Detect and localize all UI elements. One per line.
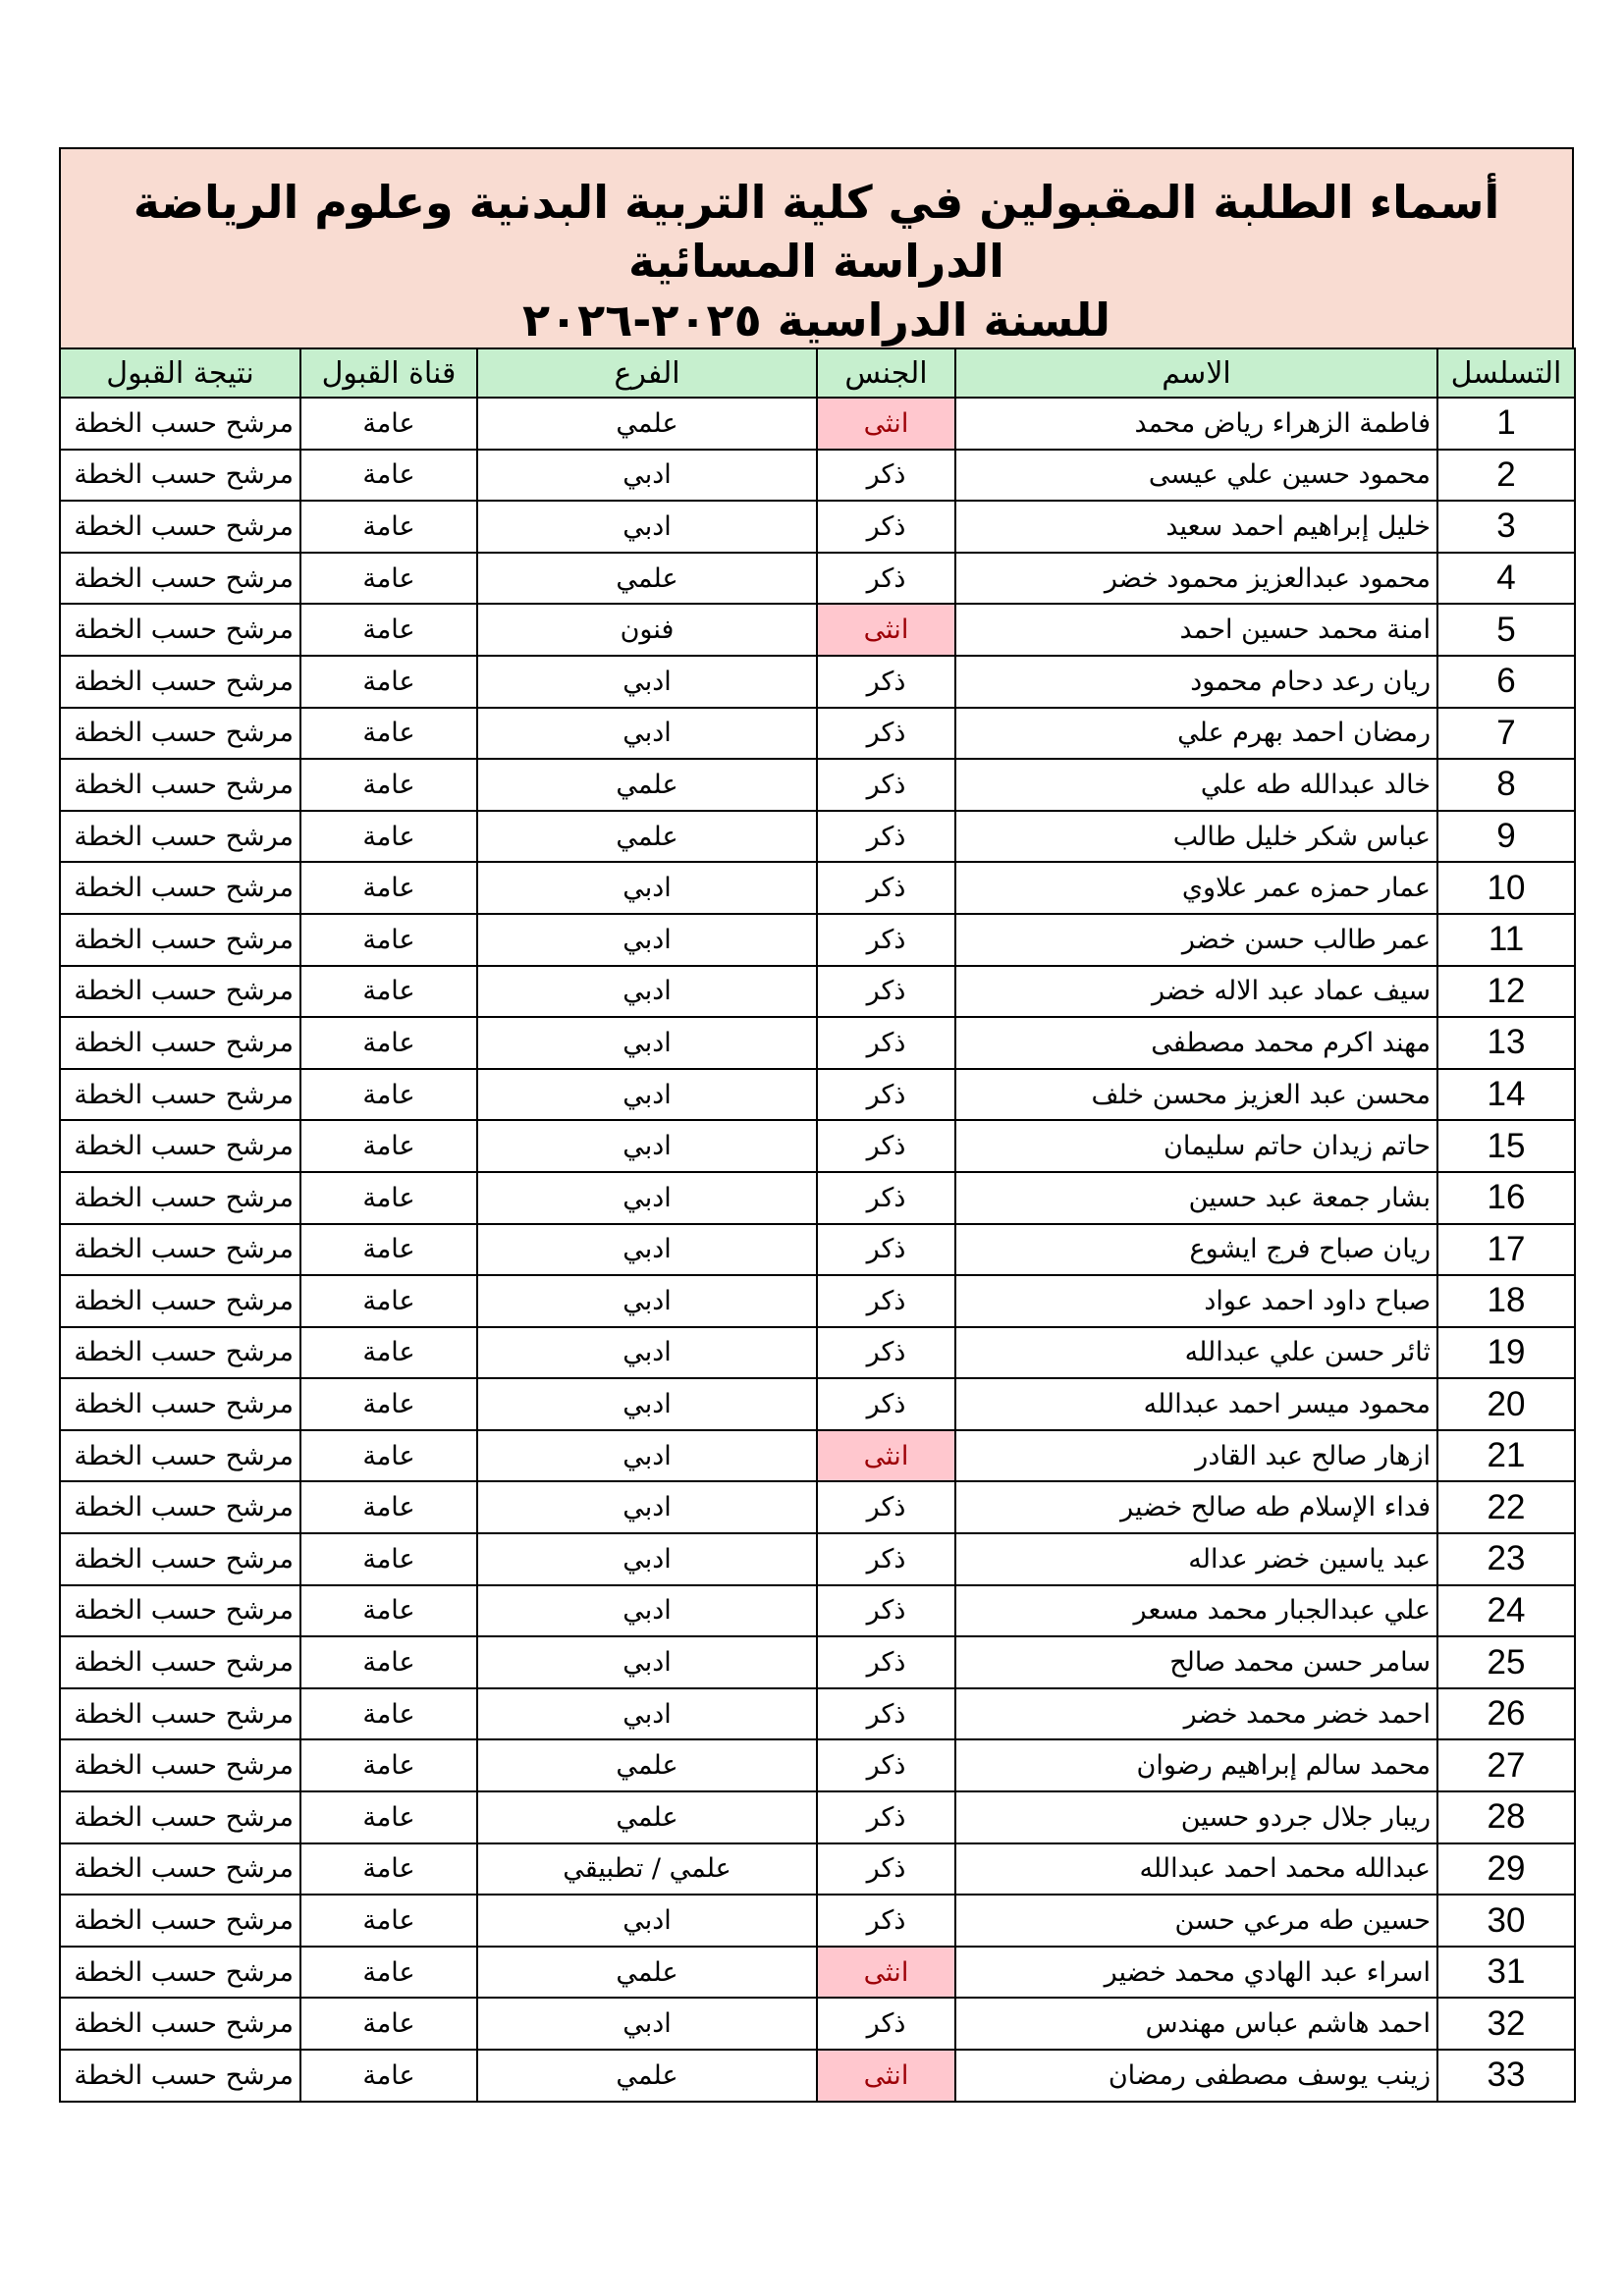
result-cell: مرشح حسب الخطة [60, 1636, 300, 1688]
branch-cell: ادبي [477, 1481, 817, 1533]
branch-cell: ادبي [477, 708, 817, 760]
seq-cell: 17 [1437, 1224, 1575, 1276]
channel-cell: عامة [300, 1739, 477, 1791]
gender-cell: ذكر [817, 862, 955, 914]
table-row [60, 914, 1575, 966]
gender-cell: ذكر [817, 966, 955, 1018]
branch-cell: ادبي [477, 1585, 817, 1637]
seq-cell: 9 [1437, 811, 1575, 863]
table-row [60, 862, 1575, 914]
gender-cell: ذكر [817, 1533, 955, 1585]
branch-cell: علمي [477, 398, 817, 450]
name-cell: اسراء عبد الهادي محمد خضير [955, 1947, 1437, 1999]
table-row [60, 759, 1575, 811]
gender-cell: ذكر [817, 1327, 955, 1379]
channel-cell: عامة [300, 1843, 477, 1896]
result-cell: مرشح حسب الخطة [60, 759, 300, 811]
table-row [60, 1378, 1575, 1430]
seq-cell: 16 [1437, 1172, 1575, 1224]
gender-cell: ذكر [817, 708, 955, 760]
seq-cell: 18 [1437, 1275, 1575, 1327]
channel-cell: عامة [300, 1172, 477, 1224]
gender-cell: ذكر [817, 1069, 955, 1121]
name-cell: فداء الإسلام طه صالح خضير [955, 1481, 1437, 1533]
seq-cell: 13 [1437, 1017, 1575, 1069]
seq-cell: 25 [1437, 1636, 1575, 1688]
seq-cell: 26 [1437, 1688, 1575, 1740]
name-cell: ريبار جلال جردو حسين [955, 1791, 1437, 1843]
channel-cell: عامة [300, 1947, 477, 1999]
seq-cell: 10 [1437, 862, 1575, 914]
header-result: نتيجة القبول [60, 348, 300, 398]
branch-cell: علمي [477, 1947, 817, 1999]
table-row [60, 1430, 1575, 1482]
channel-cell: عامة [300, 501, 477, 553]
name-cell: ازهار صالح عبد القادر [955, 1430, 1437, 1482]
name-cell: زينب يوسف مصطفى رمضان [955, 2050, 1437, 2102]
name-cell: ثائر حسن علي عبدالله [955, 1327, 1437, 1379]
branch-cell: ادبي [477, 1224, 817, 1276]
name-cell: صباح داود احمد عواد [955, 1275, 1437, 1327]
gender-cell: انثى [817, 1430, 955, 1482]
branch-cell: علمي [477, 1791, 817, 1843]
gender-cell: انثى [817, 398, 955, 450]
result-cell: مرشح حسب الخطة [60, 553, 300, 605]
name-cell: خالد عبدالله طه علي [955, 759, 1437, 811]
branch-cell: ادبي [477, 1172, 817, 1224]
gender-cell: ذكر [817, 914, 955, 966]
name-cell: رمضان احمد بهرم علي [955, 708, 1437, 760]
channel-cell: عامة [300, 398, 477, 450]
channel-cell: عامة [300, 1688, 477, 1740]
name-cell: خليل إبراهيم احمد سعيد [955, 501, 1437, 553]
table-row [60, 1998, 1575, 2050]
name-cell: احمد خضر محمد خضر [955, 1688, 1437, 1740]
channel-cell: عامة [300, 1430, 477, 1482]
name-cell: ريان صباح فرج ايشوع [955, 1224, 1437, 1276]
branch-cell: ادبي [477, 501, 817, 553]
branch-cell: ادبي [477, 1430, 817, 1482]
name-cell: عبدالله محمد احمد عبدالله [955, 1843, 1437, 1896]
seq-cell: 2 [1437, 450, 1575, 502]
table-row [60, 811, 1575, 863]
seq-cell: 7 [1437, 708, 1575, 760]
gender-cell: ذكر [817, 1688, 955, 1740]
seq-cell: 14 [1437, 1069, 1575, 1121]
gender-cell: ذكر [817, 1585, 955, 1637]
channel-cell: عامة [300, 1120, 477, 1172]
header-name: الاسم [955, 348, 1437, 398]
channel-cell: عامة [300, 708, 477, 760]
gender-cell: ذكر [817, 1172, 955, 1224]
channel-cell: عامة [300, 1275, 477, 1327]
table-row [60, 1585, 1575, 1637]
table-row [60, 1120, 1575, 1172]
channel-cell: عامة [300, 1636, 477, 1688]
branch-cell: علمي [477, 2050, 817, 2102]
name-cell: محمود عبدالعزيز محمود خضر [955, 553, 1437, 605]
result-cell: مرشح حسب الخطة [60, 450, 300, 502]
table-row [60, 1739, 1575, 1791]
channel-cell: عامة [300, 759, 477, 811]
gender-cell: انثى [817, 1947, 955, 1999]
result-cell: مرشح حسب الخطة [60, 1533, 300, 1585]
result-cell: مرشح حسب الخطة [60, 811, 300, 863]
gender-cell: ذكر [817, 811, 955, 863]
table-row [60, 1481, 1575, 1533]
gender-cell: ذكر [817, 1224, 955, 1276]
table-body [60, 398, 1575, 2102]
channel-cell: عامة [300, 1895, 477, 1947]
seq-cell: 3 [1437, 501, 1575, 553]
table-row [60, 656, 1575, 708]
header-seq: التسلسل [1437, 348, 1575, 398]
result-cell: مرشح حسب الخطة [60, 2050, 300, 2102]
gender-cell: ذكر [817, 1998, 955, 2050]
table-row [60, 553, 1575, 605]
result-cell: مرشح حسب الخطة [60, 1017, 300, 1069]
seq-cell: 31 [1437, 1947, 1575, 1999]
seq-cell: 22 [1437, 1481, 1575, 1533]
gender-cell: ذكر [817, 1120, 955, 1172]
seq-cell: 21 [1437, 1430, 1575, 1482]
table-row [60, 1947, 1575, 1999]
table-row [60, 1533, 1575, 1585]
seq-cell: 12 [1437, 966, 1575, 1018]
gender-cell: ذكر [817, 1481, 955, 1533]
name-cell: مهند اكرم محمد مصطفى [955, 1017, 1437, 1069]
name-cell: حاتم زيدان حاتم سليمان [955, 1120, 1437, 1172]
channel-cell: عامة [300, 1998, 477, 2050]
result-cell: مرشح حسب الخطة [60, 656, 300, 708]
branch-cell: ادبي [477, 656, 817, 708]
result-cell: مرشح حسب الخطة [60, 1327, 300, 1379]
table-row [60, 1688, 1575, 1740]
admissions-sheet [59, 147, 1574, 2103]
name-cell: سيف عماد عبد الاله خضر [955, 966, 1437, 1018]
channel-cell: عامة [300, 1481, 477, 1533]
channel-cell: عامة [300, 1585, 477, 1637]
seq-cell: 33 [1437, 2050, 1575, 2102]
branch-cell: ادبي [477, 966, 817, 1018]
channel-cell: عامة [300, 811, 477, 863]
branch-cell: ادبي [477, 1636, 817, 1688]
branch-cell: ادبي [477, 1378, 817, 1430]
gender-cell: انثى [817, 604, 955, 656]
result-cell: مرشح حسب الخطة [60, 1069, 300, 1121]
gender-cell: ذكر [817, 1791, 955, 1843]
seq-cell: 1 [1437, 398, 1575, 450]
result-cell: مرشح حسب الخطة [60, 501, 300, 553]
name-cell: عمار حمزه عمر علاوي [955, 862, 1437, 914]
table-row [60, 1275, 1575, 1327]
result-cell: مرشح حسب الخطة [60, 398, 300, 450]
table-row [60, 1843, 1575, 1896]
name-cell: عمر طالب حسن خضر [955, 914, 1437, 966]
gender-cell: ذكر [817, 759, 955, 811]
table-row [60, 1069, 1575, 1121]
result-cell: مرشح حسب الخطة [60, 1998, 300, 2050]
result-cell: مرشح حسب الخطة [60, 862, 300, 914]
seq-cell: 15 [1437, 1120, 1575, 1172]
table-row [60, 604, 1575, 656]
result-cell: مرشح حسب الخطة [60, 1481, 300, 1533]
channel-cell: عامة [300, 914, 477, 966]
channel-cell: عامة [300, 1378, 477, 1430]
name-cell: سامر حسن محمد صالح [955, 1636, 1437, 1688]
branch-cell: ادبي [477, 1275, 817, 1327]
branch-cell: علمي [477, 759, 817, 811]
result-cell: مرشح حسب الخطة [60, 1791, 300, 1843]
name-cell: ريان رعد دحام محمود [955, 656, 1437, 708]
table-row [60, 1791, 1575, 1843]
branch-cell: علمي / تطبيقي [477, 1843, 817, 1896]
table-row [60, 398, 1575, 450]
title-box [59, 147, 1574, 347]
header-row [60, 348, 1575, 398]
channel-cell: عامة [300, 1069, 477, 1121]
seq-cell: 30 [1437, 1895, 1575, 1947]
name-cell: فاطمة الزهراء رياض محمد [955, 398, 1437, 450]
gender-cell: ذكر [817, 1739, 955, 1791]
seq-cell: 23 [1437, 1533, 1575, 1585]
table-row [60, 1327, 1575, 1379]
seq-cell: 8 [1437, 759, 1575, 811]
seq-cell: 20 [1437, 1378, 1575, 1430]
name-cell: عبد ياسين خضر عداله [955, 1533, 1437, 1585]
table-row [60, 1017, 1575, 1069]
channel-cell: عامة [300, 656, 477, 708]
seq-cell: 28 [1437, 1791, 1575, 1843]
students-table [59, 347, 1576, 2103]
branch-cell: ادبي [477, 1327, 817, 1379]
channel-cell: عامة [300, 604, 477, 656]
gender-cell: ذكر [817, 1275, 955, 1327]
table-row [60, 708, 1575, 760]
header-gender: الجنس [817, 348, 955, 398]
result-cell: مرشح حسب الخطة [60, 914, 300, 966]
seq-cell: 11 [1437, 914, 1575, 966]
gender-cell: ذكر [817, 1378, 955, 1430]
name-cell: عباس شكر خليل طالب [955, 811, 1437, 863]
branch-cell: ادبي [477, 914, 817, 966]
seq-cell: 5 [1437, 604, 1575, 656]
gender-cell: ذكر [817, 501, 955, 553]
result-cell: مرشح حسب الخطة [60, 1688, 300, 1740]
channel-cell: عامة [300, 1791, 477, 1843]
gender-cell: انثى [817, 2050, 955, 2102]
table-row [60, 1172, 1575, 1224]
branch-cell: ادبي [477, 1688, 817, 1740]
branch-cell: ادبي [477, 862, 817, 914]
channel-cell: عامة [300, 862, 477, 914]
name-cell: محمود ميسر احمد عبدالله [955, 1378, 1437, 1430]
result-cell: مرشح حسب الخطة [60, 1843, 300, 1896]
result-cell: مرشح حسب الخطة [60, 1430, 300, 1482]
seq-cell: 27 [1437, 1739, 1575, 1791]
seq-cell: 29 [1437, 1843, 1575, 1896]
branch-cell: علمي [477, 553, 817, 605]
channel-cell: عامة [300, 1224, 477, 1276]
result-cell: مرشح حسب الخطة [60, 1378, 300, 1430]
gender-cell: ذكر [817, 1843, 955, 1896]
result-cell: مرشح حسب الخطة [60, 1224, 300, 1276]
result-cell: مرشح حسب الخطة [60, 1739, 300, 1791]
table-row [60, 450, 1575, 502]
table-row [60, 966, 1575, 1018]
channel-cell: عامة [300, 553, 477, 605]
branch-cell: ادبي [477, 1120, 817, 1172]
name-cell: علي عبدالجبار محمد مسعر [955, 1585, 1437, 1637]
name-cell: امنة محمد حسين احمد [955, 604, 1437, 656]
header-branch: الفرع [477, 348, 817, 398]
title-line-1: أسماء الطلبة المقبولين في كلية التربية البدنية وعلوم الرياضة الدراسة المسائية [133, 176, 1500, 288]
branch-cell: ادبي [477, 1533, 817, 1585]
channel-cell: عامة [300, 1327, 477, 1379]
result-cell: مرشح حسب الخطة [60, 1947, 300, 1999]
gender-cell: ذكر [817, 1895, 955, 1947]
branch-cell: ادبي [477, 1895, 817, 1947]
gender-cell: ذكر [817, 1017, 955, 1069]
seq-cell: 4 [1437, 553, 1575, 605]
branch-cell: فنون [477, 604, 817, 656]
gender-cell: ذكر [817, 450, 955, 502]
branch-cell: ادبي [477, 1069, 817, 1121]
table-row [60, 501, 1575, 553]
gender-cell: ذكر [817, 656, 955, 708]
table-row [60, 2050, 1575, 2102]
header-channel: قناة القبول [300, 348, 477, 398]
result-cell: مرشح حسب الخطة [60, 1585, 300, 1637]
branch-cell: علمي [477, 1739, 817, 1791]
branch-cell: علمي [477, 811, 817, 863]
branch-cell: ادبي [477, 1017, 817, 1069]
result-cell: مرشح حسب الخطة [60, 1120, 300, 1172]
table-row [60, 1224, 1575, 1276]
table-row [60, 1895, 1575, 1947]
name-cell: حسين طه مرعي حسن [955, 1895, 1437, 1947]
seq-cell: 19 [1437, 1327, 1575, 1379]
seq-cell: 6 [1437, 656, 1575, 708]
name-cell: محمود حسين علي عيسى [955, 450, 1437, 502]
gender-cell: ذكر [817, 1636, 955, 1688]
gender-cell: ذكر [817, 553, 955, 605]
result-cell: مرشح حسب الخطة [60, 1275, 300, 1327]
result-cell: مرشح حسب الخطة [60, 966, 300, 1018]
branch-cell: ادبي [477, 450, 817, 502]
result-cell: مرشح حسب الخطة [60, 708, 300, 760]
name-cell: محمد سالم إبراهيم رضوان [955, 1739, 1437, 1791]
channel-cell: عامة [300, 450, 477, 502]
channel-cell: عامة [300, 966, 477, 1018]
result-cell: مرشح حسب الخطة [60, 1895, 300, 1947]
branch-cell: ادبي [477, 1998, 817, 2050]
table-row [60, 1636, 1575, 1688]
seq-cell: 32 [1437, 1998, 1575, 2050]
name-cell: بشار جمعة عبد حسين [955, 1172, 1437, 1224]
name-cell: محسن عبد العزيز محسن خلف [955, 1069, 1437, 1121]
channel-cell: عامة [300, 1533, 477, 1585]
title-line-2: للسنة الدراسية ٢٠٢٥-٢٠٢٦ [521, 294, 1111, 347]
seq-cell: 24 [1437, 1585, 1575, 1637]
result-cell: مرشح حسب الخطة [60, 1172, 300, 1224]
result-cell: مرشح حسب الخطة [60, 604, 300, 656]
channel-cell: عامة [300, 1017, 477, 1069]
channel-cell: عامة [300, 2050, 477, 2102]
name-cell: احمد هاشم عباس مهندس [955, 1998, 1437, 2050]
